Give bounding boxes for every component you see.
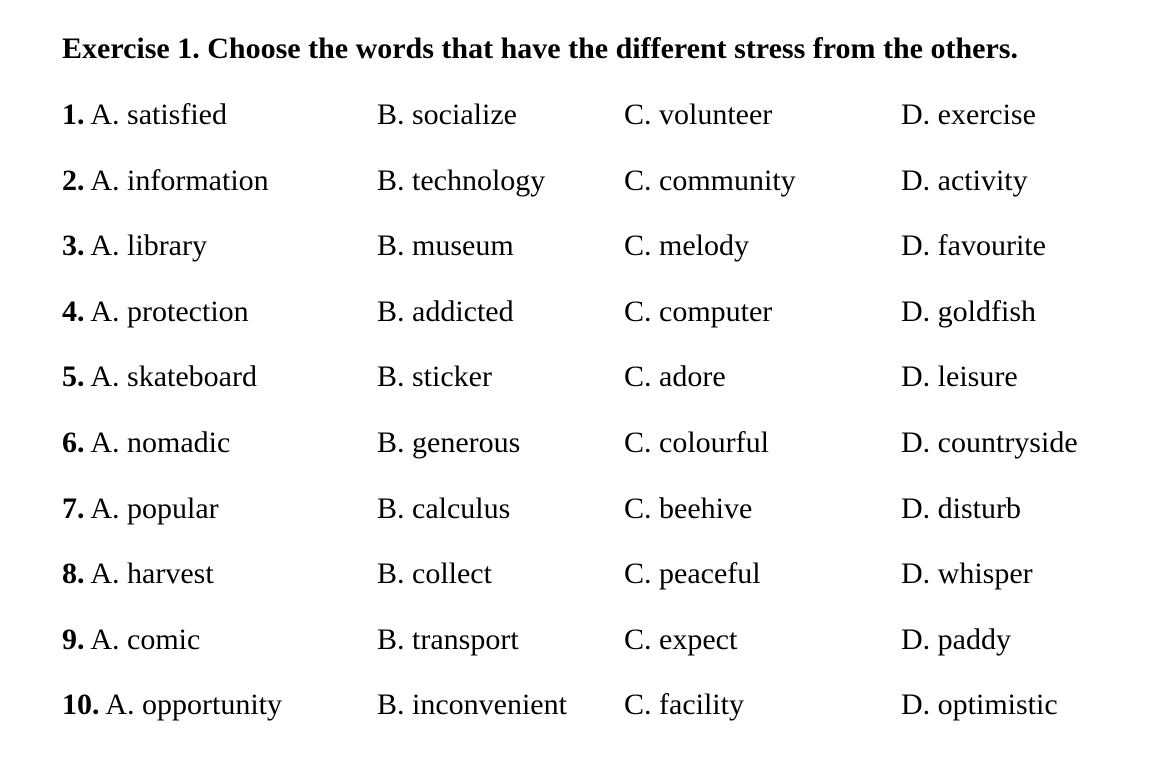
option-d: D. optimistic xyxy=(901,688,1058,722)
option-c: C. community xyxy=(624,163,796,197)
question-number: 3. xyxy=(62,229,85,263)
option-d: D. disturb xyxy=(901,491,1021,525)
option-c: C. beehive xyxy=(624,491,753,525)
question-number: 9. xyxy=(62,622,85,656)
option-a xyxy=(62,290,249,334)
option-d: D. activity xyxy=(901,163,1028,197)
option-c: C. peaceful xyxy=(624,557,761,591)
question-row-6 xyxy=(0,421,1162,487)
option-b: B. calculus xyxy=(377,491,511,525)
option-d: D. paddy xyxy=(901,622,1011,656)
exercise-title: Exercise 1. Choose the words that have the different stress from the others. xyxy=(62,32,1018,65)
question-number: 1. xyxy=(62,98,85,131)
option-a-text: A. satisfied xyxy=(90,98,227,131)
option-b: B. transport xyxy=(377,622,519,656)
option-c: C. adore xyxy=(624,360,726,394)
option-a xyxy=(62,683,282,727)
option-b: B. inconvenient xyxy=(377,688,567,722)
option-b: B. sticker xyxy=(377,360,492,394)
option-a xyxy=(62,224,207,268)
option-b: B. technology xyxy=(377,163,546,197)
option-a-text: A. protection xyxy=(90,294,249,328)
option-b: B. addicted xyxy=(377,294,514,328)
option-a xyxy=(62,487,219,531)
question-number: 6. xyxy=(62,425,85,459)
question-row-2 xyxy=(0,159,1162,225)
option-a-text: A. skateboard xyxy=(90,360,257,394)
option-d: D. countryside xyxy=(901,425,1078,459)
option-a xyxy=(62,421,230,465)
option-a-text: A. opportunity xyxy=(105,688,283,722)
option-a-text: A. library xyxy=(90,229,207,263)
question-row-8 xyxy=(0,552,1162,618)
option-c: C. computer xyxy=(624,294,773,328)
question-number: 10. xyxy=(62,688,100,722)
question-number: 4. xyxy=(62,294,85,328)
option-a-text: A. harvest xyxy=(90,557,214,591)
question-row-7 xyxy=(0,487,1162,553)
option-d: D. favourite xyxy=(901,229,1046,263)
option-b: B. generous xyxy=(377,425,521,459)
question-row-10 xyxy=(0,683,1162,749)
option-b: B. museum xyxy=(377,229,514,263)
option-d: D. goldfish xyxy=(901,294,1036,328)
question-list xyxy=(0,93,1162,749)
option-d: D. exercise xyxy=(901,98,1036,131)
option-b: B. collect xyxy=(377,557,492,591)
option-a-text: A. comic xyxy=(90,622,201,656)
option-c: C. colourful xyxy=(624,425,769,459)
option-a-text: A. nomadic xyxy=(90,425,231,459)
option-c: C. melody xyxy=(624,229,749,263)
option-a xyxy=(62,552,214,596)
option-a-text: A. information xyxy=(90,163,269,197)
option-c: C. volunteer xyxy=(624,98,773,131)
question-row-4 xyxy=(0,290,1162,356)
option-a xyxy=(62,355,257,399)
option-d: D. whisper xyxy=(901,557,1033,591)
question-number: 7. xyxy=(62,491,85,525)
question-row-9 xyxy=(0,618,1162,684)
option-c: C. facility xyxy=(624,688,744,722)
question-number: 2. xyxy=(62,163,85,197)
option-a xyxy=(62,618,200,662)
option-a-text: A. popular xyxy=(90,491,219,525)
option-c: C. expect xyxy=(624,622,738,656)
option-b: B. socialize xyxy=(377,98,517,131)
option-a xyxy=(62,159,269,203)
question-number: 5. xyxy=(62,360,85,394)
question-row-1 xyxy=(0,93,1162,159)
question-row-3 xyxy=(0,224,1162,290)
question-row-5 xyxy=(0,355,1162,421)
option-d: D. leisure xyxy=(901,360,1018,394)
question-number: 8. xyxy=(62,557,85,591)
option-a xyxy=(62,93,227,137)
